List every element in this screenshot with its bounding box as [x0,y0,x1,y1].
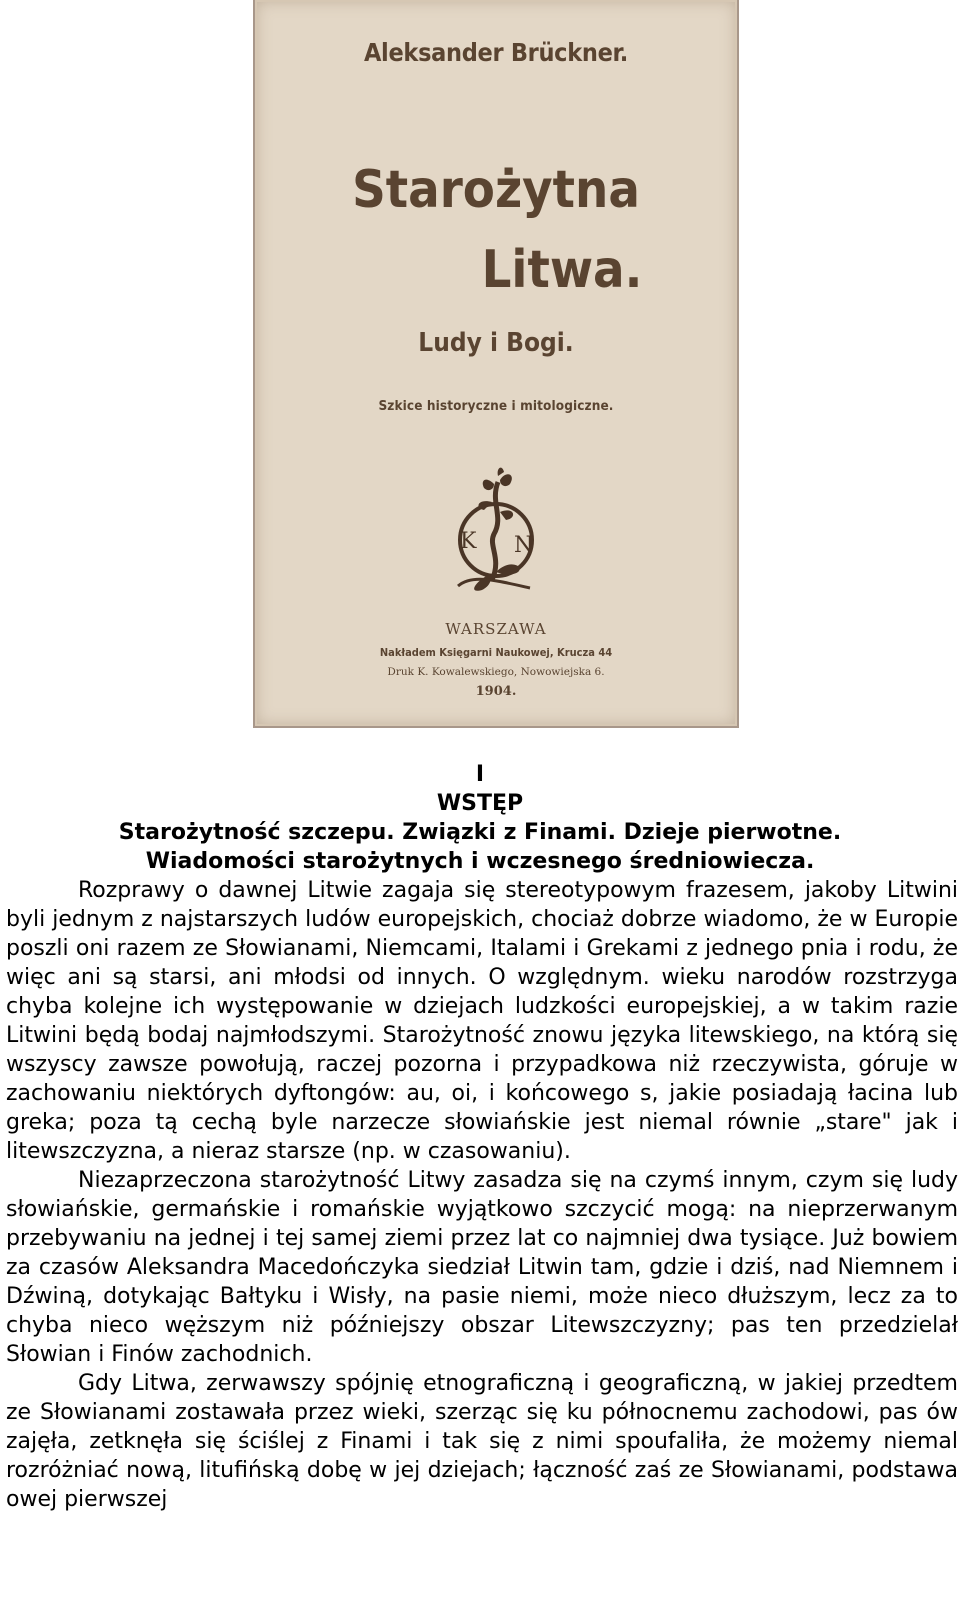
paragraph: Gdy Litwa, zerwawszy spójnię etnograficzną i geograficzną, w jakiej przedtem ze Słowianami zostawała przez wieki, szerząc się ku północnemu zachodowi, pas ów zajęła, zetknęła się ściślej z Finami i tak się z nimi spoufaliła, że możemy niemal rozróżniać nową, litufińską dobę w jej dziejach; łączność zaś ze Słowianami, podstawa owej pierwszej [6,1371,958,1512]
chapter-summary-line2: Wiadomości starożytnych i wczesnego średniowiecza. [145,849,815,874]
cover-city: WARSZAWA [445,620,547,638]
cover-printer: Druk K. Kowalewskiego, Nowowiejska 6. [387,666,605,678]
chapter-summary-line1: Starożytność szczepu. Związki z Finami. Dzieje pierwotne. [118,820,842,845]
chapter-body [6,876,958,1514]
publisher-emblem-icon [438,462,558,602]
cover-description: Szkice historyczne i mitologiczne. [378,398,614,414]
chapter-title: WSTĘP [436,791,524,816]
cover-title-line2: Litwa. [481,240,643,300]
paragraph: Rozprawy o dawnej Litwie zagaja się stereotypowym frazesem, jakoby Litwini byli jednym z najstarszych ludów europejskich, chociaż dobrze wiadomo, że w Europie poszli oni razem ze Słowianami, Niemcami, Italami i Grekami z jednego pnia i rodu, że więc ani są starsi, ani młodsi od innych. O względnym. wieku narodów rozstrzyga chyba kolejne ich występowanie w dziejach ludzkości europejskiej, a w takim razie Litwini będą bodaj najmłodszymi. Starożytność znowu języka litewskiego, na którą się wszyscy zawsze powołują, raczej pozorna i przypadkowa niż rzeczywista, góruje w zachowaniu niektórych dyftongów: au, oi, i końcowego s, jakie posiadają łacina lub greka; poza tą cechą byle narzecze słowiańskie jest niemal równie „stare" jak i litewszczyzna, a nieraz starsze (np. w czasowaniu). [6,878,958,1164]
book-cover-image [253,0,739,728]
cover-subtitle: Ludy i Bogi. [418,328,574,358]
cover-year: 1904. [475,684,517,699]
emblem-letter-left: K [460,529,477,554]
emblem-letter-right: N [514,533,534,558]
cover-title-line1: Starożytna [352,160,640,220]
paragraph: Niezaprzeczona starożytność Litwy zasadza się na czymś innym, czym się ludy słowiańskie, germańskie i romańskie wyjątkowo szczycić mogą: na nieprzerwanym przebywaniu na jednej i tej samej ziemi przez lat co najmniej dwa tysiące. Już bowiem za czasów Aleksandra Macedończyka siedział Litwin tam, gdzie i dziś, nad Niemnem i Dźwiną, dotykając Bałtyku i Wisły, na pasie niemi, może nieco dłuższym, lecz za to chyba nieco węższym niż późniejszy obszar Litewszczyzny; pas ten przedzielał Słowian i Finów zachodnich. [6,1168,958,1367]
cover-publisher: Nakładem Księgarni Naukowej, Krucza 44 [379,646,613,659]
cover-author: Aleksander Brückner. [363,38,629,67]
chapter-number: I [475,762,485,787]
